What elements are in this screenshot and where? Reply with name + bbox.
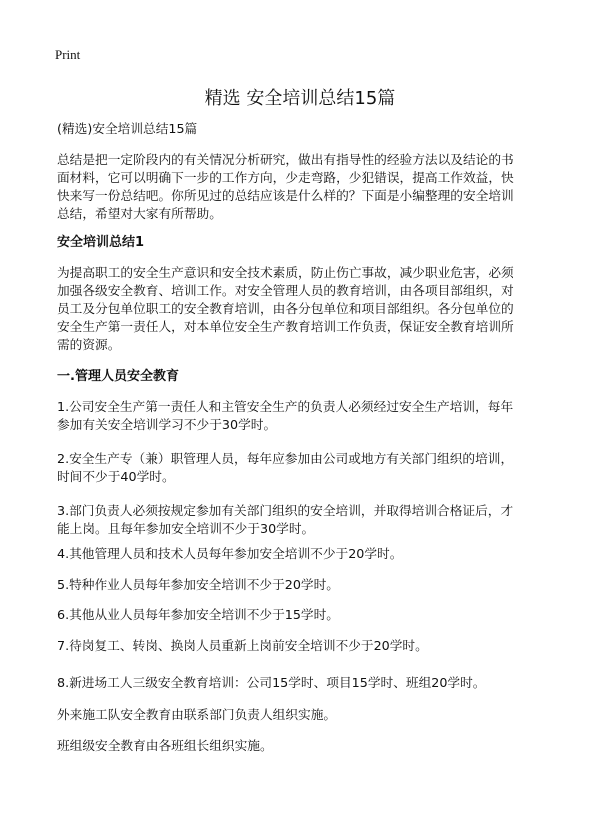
print-link[interactable]: Print [55,47,81,62]
list-item: 6.其他从业人员每年参加安全培训不少于15学时。 [57,607,339,622]
text-line: 1.公司安全生产第一责任人和主管安全生产的负责人必须经过安全生产培训，每年 [57,399,514,414]
text-line: 能上岗。且每年参加安全培训不少于30学时。 [57,521,315,536]
subheading: 一.管理人员安全教育 [57,369,179,384]
text-line: 总结，希望对大家有所帮助。 [57,206,222,221]
list-item: 7.待岗复工、转岗、换岗人员重新上岗前安全培训不少于20学时。 [57,638,428,653]
list-item: 5.特种作业人员每年参加安全培训不少于20学时。 [57,577,339,592]
text-line: 3.部门负责人必须按规定参加有关部门组织的安全培训，并取得培训合格证后，才 [57,503,514,518]
text-line: 需的资源。 [57,337,121,352]
list-item: 8.新进场工人三级安全教育培训：公司15学时、项目15学时、班组20学时。 [57,675,486,690]
text-line: 加强各级安全教育、培训工作。对安全管理人员的教育培训，由各项目部组织，对 [57,283,514,298]
text-line: 参加有关安全培训学习不少于30学时。 [57,417,277,432]
document-title: 精选 安全培训总结15篇 [204,88,396,109]
intro-paragraph [57,151,514,223]
text-line: 员工及分包单位职工的安全教育培训，由各分包单位和项目部组织。各分包单位的 [57,301,514,316]
text-line: 2.安全生产专（兼）职管理人员，每年应参加由公司或地方有关部门组织的培训， [57,451,514,466]
section-paragraph [57,264,514,354]
list-item [57,398,513,434]
list-item: 4.其他管理人员和技术人员每年参加安全培训不少于20学时。 [57,546,403,561]
closing-paragraph: 外来施工队安全教育由联系部门负责人组织实施。 [57,707,337,722]
closing-paragraph: 班组级安全教育由各班组长组织实施。 [57,738,273,753]
text-line: 时间不少于40学时。 [57,469,175,484]
text-line: 总结是把一定阶段内的有关情况分析研究，做出有指导性的经验方法以及结论的书 [57,152,514,167]
list-item [57,502,513,538]
text-line: 为提高职工的安全生产意识和安全技术素质，防止伤亡事故，减少职业危害，必须 [57,265,514,280]
text-line: 快来写一份总结吧。你所见过的总结应该是什么样的？下面是小编整理的安全培训 [57,188,514,203]
section-heading: 安全培训总结1 [57,235,145,250]
text-line: 安全生产第一责任人，对本单位安全生产教育培训工作负责，保证安全教育培训所 [57,319,514,334]
list-item [57,450,513,486]
text-line: 面材料，它可以明确下一步的工作方向，少走弯路，少犯错误，提高工作效益，快 [57,170,514,185]
subtitle: (精选)安全培训总结15篇 [57,121,198,136]
